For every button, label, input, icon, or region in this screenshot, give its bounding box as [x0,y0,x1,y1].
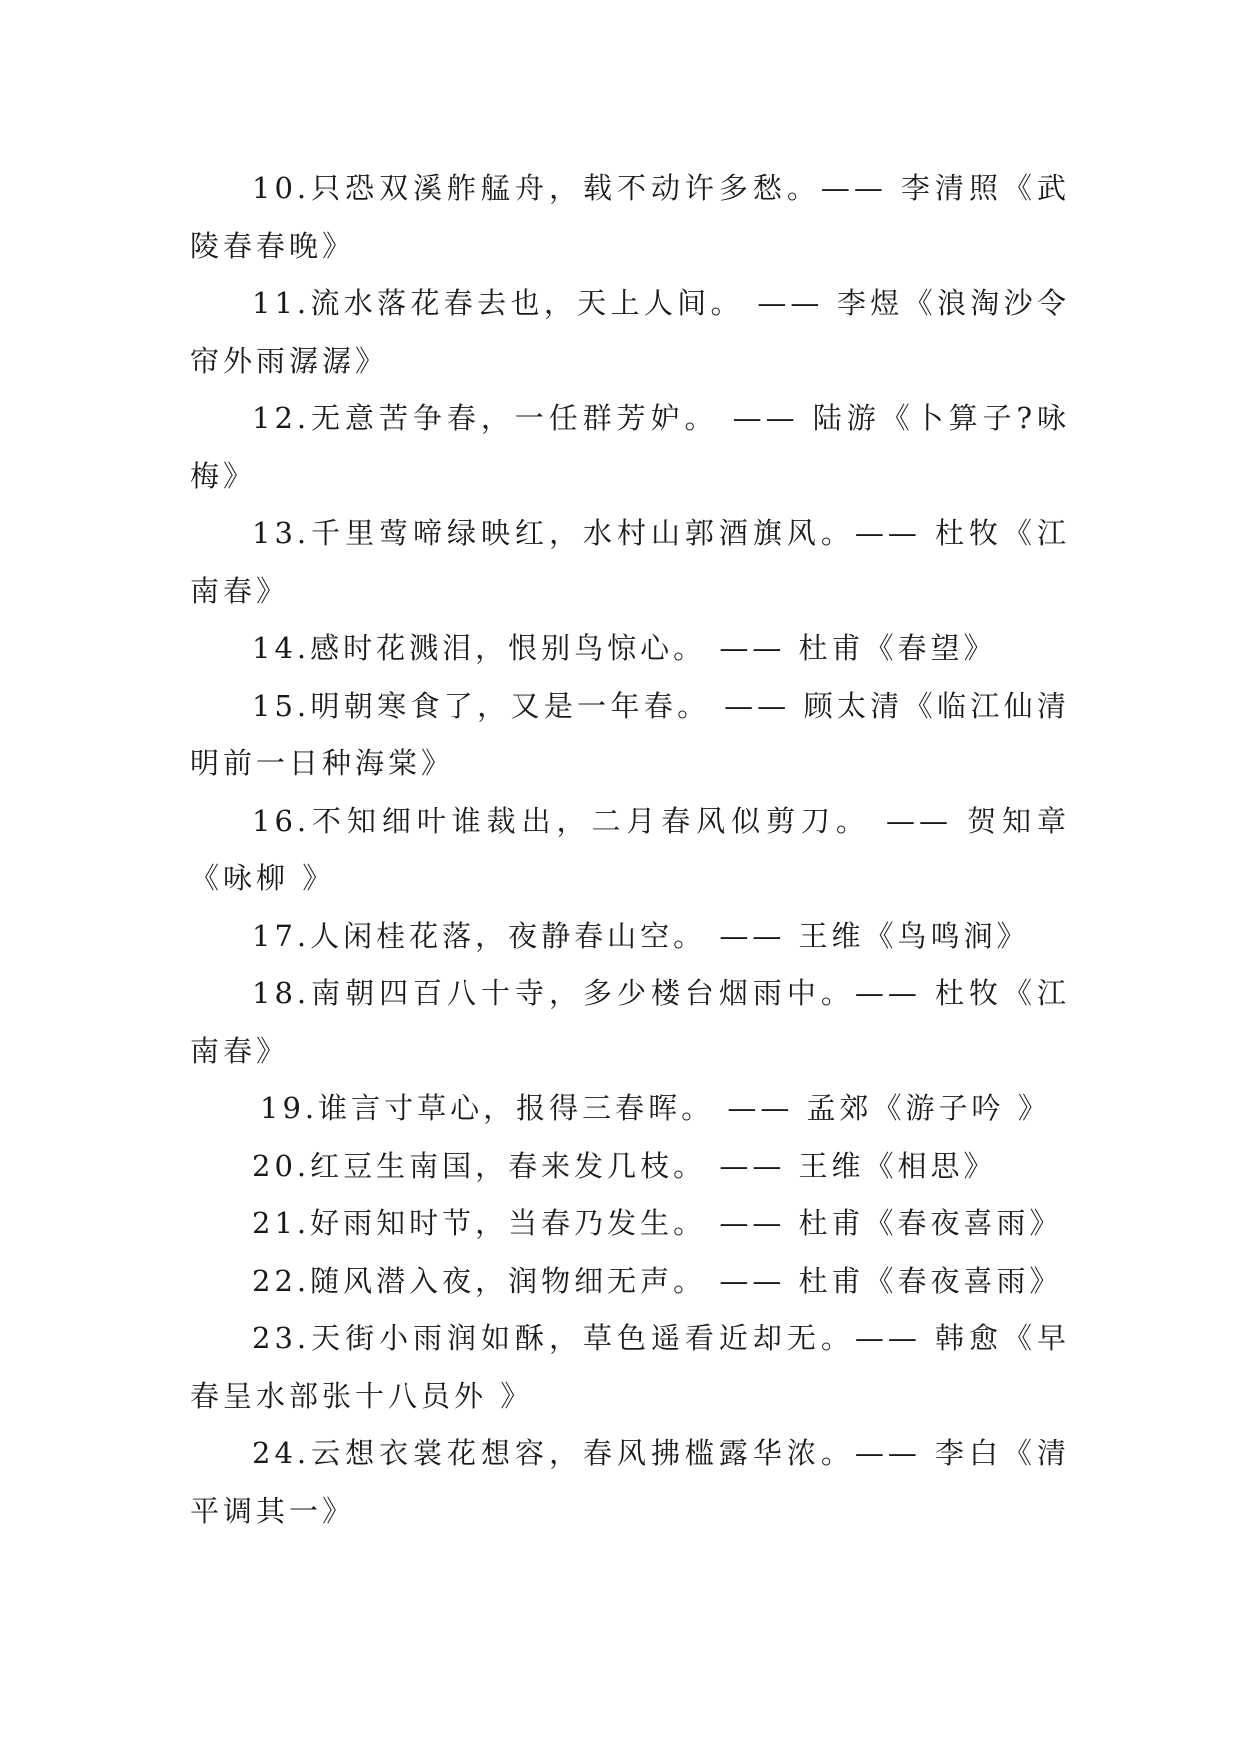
poem-quote-list [190,160,1070,1540]
quote-entry-21: 21.好雨知时节，当春乃发生。 —— 杜甫《春夜喜雨》 [252,1206,1063,1240]
quote-entry-13: 13.千里莺啼绿映红，水村山郭酒旗风。—— 杜牧《江南春》 [190,516,1070,608]
quote-entry-24: 24.云想衣裳花想容，春风拂槛露华浓。—— 李白《清平调其一》 [190,1436,1070,1528]
quote-entry-17: 17.人闲桂花落，夜静春山空。 —— 王维《鸟鸣涧》 [252,918,1030,953]
quote-entry-14: 14.感时花溅泪，恨别鸟惊心。 —— 杜甫《春望》 [252,631,997,665]
quote-entry-10: 10.只恐双溪舴艋舟，载不动许多愁。—— 李清照《武陵春春晚》 [190,171,1070,263]
quote-entry-19: 19.谁言寸草心，报得三春晖。 —— 孟郊《游子吟 》 [260,1091,1051,1125]
quote-entry-15: 15.明朝寒食了，又是一年春。 —— 顾太清《临江仙清明前一日种海棠》 [190,688,1070,780]
quote-entry-16: 16.不知细叶谁裁出，二月春风似剪刀。 —— 贺知章《咏柳 》 [190,803,1070,895]
quote-entry-11: 11.流水落花春去也，天上人间。 —— 李煜《浪淘沙令帘外雨潺潺》 [190,286,1070,378]
quote-entry-20: 20.红豆生南国，春来发几枝。 —— 王维《相思》 [252,1148,997,1183]
quote-entry-12: 12.无意苦争春，一任群芳妒。 —— 陆游《卜算子?咏梅》 [190,401,1070,493]
quote-entry-22: 22.随风潜入夜，润物细无声。 —— 杜甫《春夜喜雨》 [252,1263,1063,1298]
quote-entry-23: 23.天街小雨润如酥，草色遥看近却无。—— 韩愈《早春呈水部张十八员外 》 [190,1321,1070,1413]
quote-entry-18: 18.南朝四百八十寺，多少楼台烟雨中。—— 杜牧《江南春》 [190,976,1070,1068]
